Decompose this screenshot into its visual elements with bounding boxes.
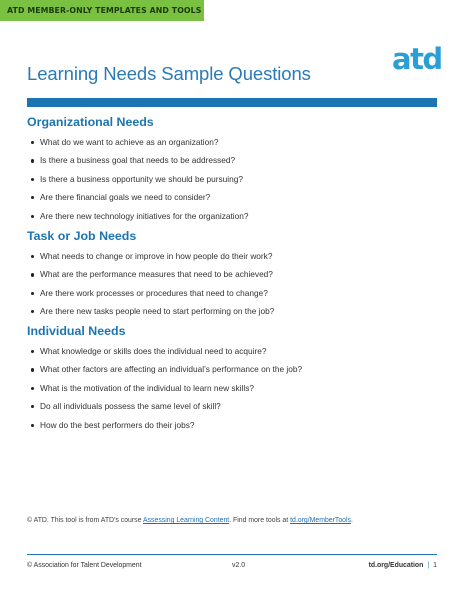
copyright-note (27, 517, 353, 524)
list-item: Are there new technology initiatives for the organization? (27, 207, 437, 225)
list-item: What do we want to achieve as an organization? (27, 133, 437, 151)
footer-site: td.org/Education (368, 562, 424, 569)
atd-logo: atd (392, 42, 442, 76)
list-item: What other factors are affecting an individual’s performance on the job? (27, 360, 437, 378)
list-item: Are there financial goals we need to consider? (27, 188, 437, 206)
footer-site-page (369, 562, 437, 569)
footer-version: v2.0 (232, 562, 246, 569)
footer-separator: | (427, 562, 430, 569)
section-task-job-needs (27, 228, 437, 321)
question-list (27, 247, 437, 321)
question-list (27, 342, 437, 434)
list-item: Is there a business opportunity we should be pursuing? (27, 170, 437, 188)
member-banner: ATD MEMBER-ONLY TEMPLATES AND TOOLS (0, 0, 204, 21)
page-title: Learning Needs Sample Questions (27, 63, 311, 84)
page-number: 1 (433, 562, 437, 569)
section-heading: Task or Job Needs (27, 229, 137, 243)
list-item: Are there new tasks people need to start performing on the job? (27, 302, 437, 320)
question-list (27, 133, 437, 225)
list-item: What needs to change or improve in how people do their work? (27, 247, 437, 265)
note-suffix: . (351, 517, 353, 524)
list-item: What is the motivation of the individual to learn new skills? (27, 379, 437, 397)
list-item: How do the best performers do their jobs? (27, 416, 437, 434)
section-organizational-needs (27, 114, 437, 225)
note-middle: . Find more tools at (229, 517, 291, 524)
section-individual-needs (27, 323, 437, 434)
footer-copyright: © Association for Talent Development (27, 562, 142, 569)
list-item: What knowledge or skills does the individual need to acquire? (27, 342, 437, 360)
list-item: Is there a business goal that needs to be addressed? (27, 151, 437, 169)
title-divider (27, 98, 437, 107)
member-tools-link[interactable]: td.org/MemberTools (290, 517, 351, 524)
section-heading: Individual Needs (27, 324, 126, 338)
list-item: Do all individuals possess the same level of skill? (27, 397, 437, 415)
note-prefix: © ATD. This tool is from ATD’s course (27, 517, 143, 524)
section-heading: Organizational Needs (27, 115, 154, 129)
footer-divider (27, 554, 437, 555)
list-item: What are the performance measures that need to be achieved? (27, 265, 437, 283)
course-link[interactable]: Assessing Learning Content (143, 517, 230, 524)
list-item: Are there work processes or procedures that need to change? (27, 284, 437, 302)
